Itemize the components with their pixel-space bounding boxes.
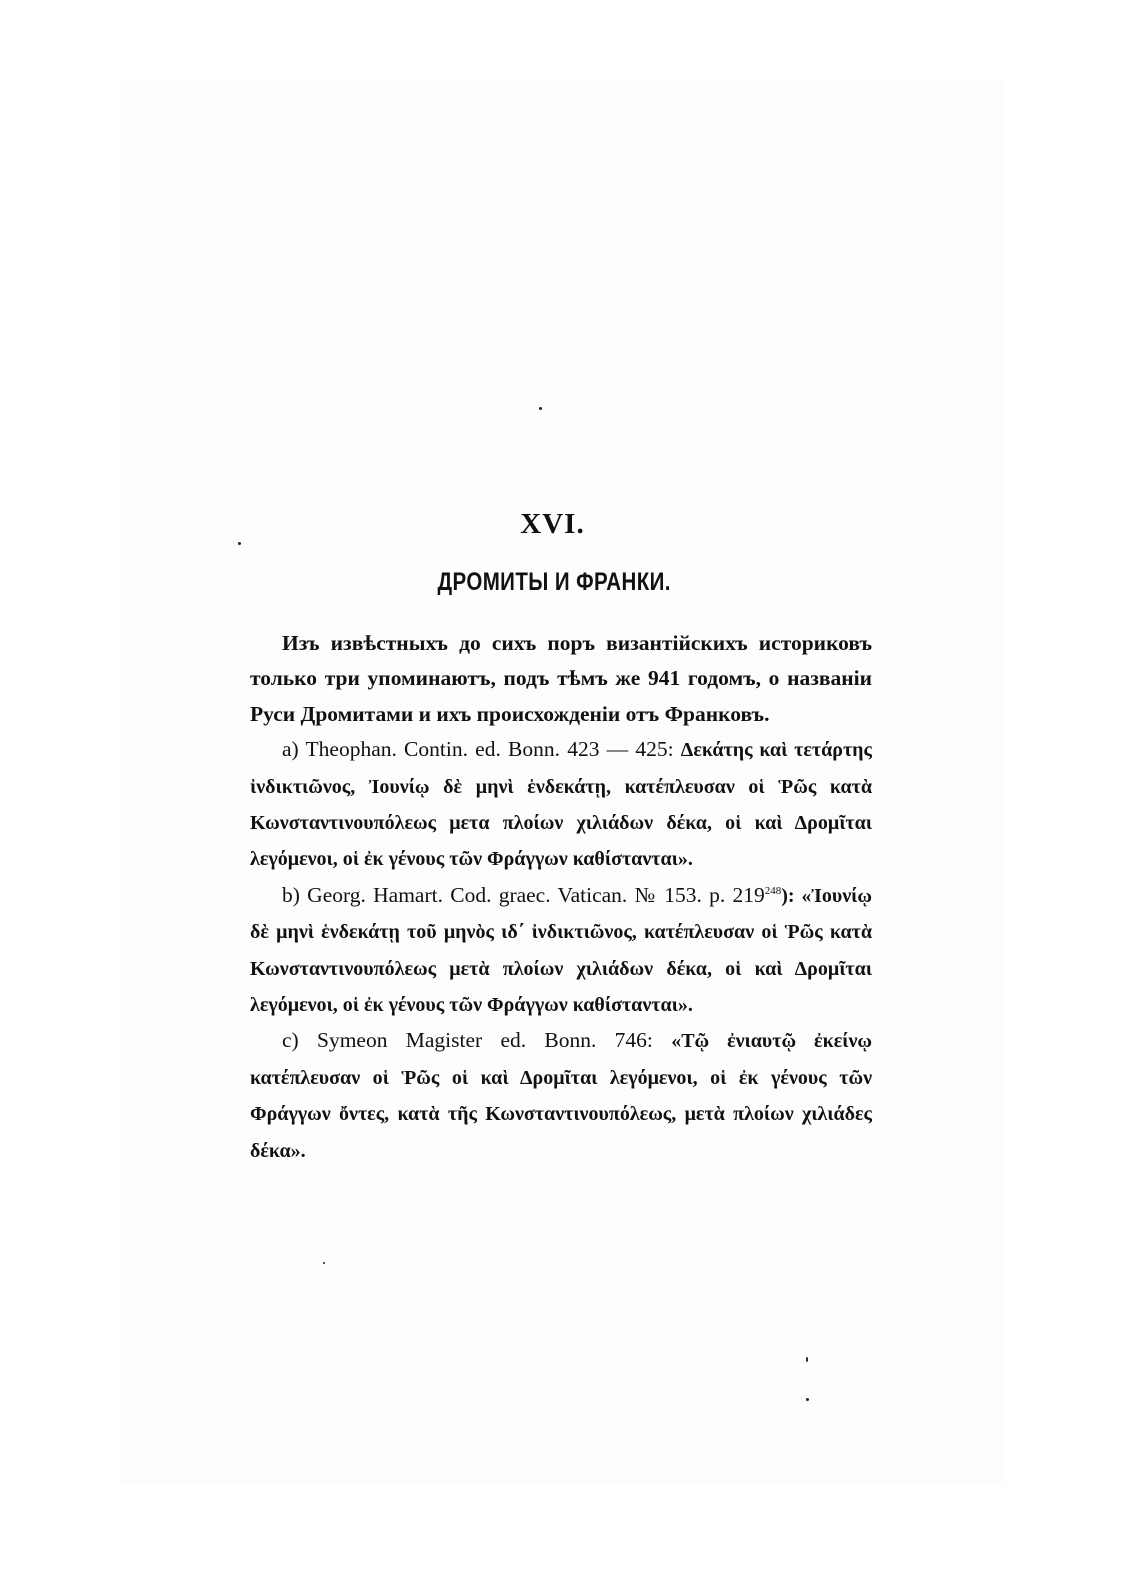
scan-speck bbox=[238, 542, 241, 545]
citation-quote: «Τῷ ἐνιαυτῷ ἐκείνῳ κατέπλευσαν οἱ Ῥῶς οἱ καὶ Δρομῖται λεγόμενοι, οἱ ἐκ γένους τῶν Φράγγων ὄντες, κατὰ τῆς Κωνσταντινουπόλεως, μετὰ πλοίων χιλιάδες δέκα». bbox=[250, 1030, 872, 1162]
citation-quote: Δεκάτης καὶ τετάρτης ἰνδικτιῶνος, Ἰουνίῳ δὲ μηνὶ ἑνδεκάτῃ, κατέπλευσαν οἱ Ῥῶς κατὰ Κωνσταντινουπόλεως μετα πλοίων χιλιάδων δέκα, οἱ καὶ Δρομῖται λεγόμενοι, οἱ ἐκ γένους τῶν Φράγγων καθίστανται». bbox=[250, 739, 872, 871]
chapter-title: ДРОМИТЫ И ФРАНКИ. bbox=[437, 568, 671, 596]
citation-label: a) bbox=[282, 737, 299, 762]
chapter-number: XVI. bbox=[520, 508, 585, 540]
citation-b bbox=[250, 878, 872, 1024]
citation-a bbox=[250, 732, 872, 878]
citation-source: Georg. Hamart. Cod. graec. Vatican. № 153. p. 219 bbox=[307, 882, 765, 907]
citation-c bbox=[250, 1023, 872, 1169]
scan-speck bbox=[806, 1357, 808, 1362]
scan-speck bbox=[323, 1262, 325, 1264]
citation-label: b) bbox=[282, 882, 300, 907]
scan-speck bbox=[539, 407, 542, 410]
body-text bbox=[250, 626, 872, 1169]
citation-quote: ): «Ἰουνίῳ δὲ μηνὶ ἑνδεκάτῃ τοῦ μηνὸς ιδ΄ ἰνδικτιῶνος, κατέπλευσαν οἱ Ῥῶς κατὰ Κωνσταντινουπόλεως μετὰ πλοίων χιλιάδων δέκα, οἱ καὶ Δρομῖται λεγόμενοι, οἱ ἐκ γένους τῶν Φράγγων καθίστανται». bbox=[250, 884, 873, 1017]
citation-source: Theophan. Contin. ed. Bonn. 423 — 425: bbox=[305, 737, 674, 762]
citation-label: c) bbox=[282, 1028, 299, 1053]
scan-speck bbox=[806, 1398, 809, 1401]
citation-source: Symeon Magister ed. Bonn. 746: bbox=[317, 1028, 653, 1053]
intro-paragraph: Изъ извѣстныхъ до сихъ поръ византійскихъ историковъ только три упоминаютъ, подъ тѣмъ же 941 годомъ, о названіи Руси Дромитами и ихъ происхожденіи отъ Франковъ. bbox=[250, 631, 872, 726]
footnote-ref: 248 bbox=[764, 884, 782, 897]
